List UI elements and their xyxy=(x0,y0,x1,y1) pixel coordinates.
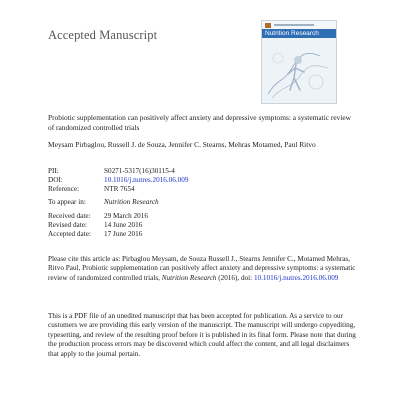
revised-label: Revised date: xyxy=(48,221,87,229)
to-appear-label: To appear in: xyxy=(48,198,86,206)
article-title: Probiotic supplementation can positively affect anxiety and depressive symptoms: a systematic review of randomized controlled trials xyxy=(48,113,352,132)
citation-text: Please cite this article as: Pirbaglou Meysam, de Souza Russell J., Stearns Jennifer C., Motamed Mehras, Ritvo Paul, Probiotic supplementation can positively affect anxiety and depressive symptoms: a systematic review of randomized controlled trials, xyxy=(48,255,356,282)
citation-doi-link[interactable]: 10.1016/j.nutres.2016.06.009 xyxy=(253,273,339,282)
citation-block xyxy=(48,255,358,283)
revised-value: 14 June 2016 xyxy=(104,221,143,229)
pii-label: PII: xyxy=(48,167,59,175)
received-label: Received date: xyxy=(48,212,91,220)
doi-label: DOI: xyxy=(48,176,63,184)
citation-journal: Nutrition Research xyxy=(161,273,217,282)
doi-link[interactable]: 10.1016/j.nutres.2016.06.009 xyxy=(104,176,189,184)
pii-value: S0271-5317(16)30115-4 xyxy=(104,167,175,175)
accepted-label: Accepted date: xyxy=(48,230,91,238)
cover-figure-art-icon xyxy=(262,38,336,103)
journal-cover-image xyxy=(261,20,337,104)
cover-journal-title: Nutrition Research xyxy=(262,29,336,38)
page-heading: Accepted Manuscript xyxy=(48,28,158,42)
publisher-logo-icon xyxy=(265,23,271,28)
reference-value: NTR 7654 xyxy=(104,185,135,193)
accepted-value: 17 June 2016 xyxy=(104,230,143,238)
reference-label: Reference: xyxy=(48,185,80,193)
cover-rule xyxy=(274,24,314,26)
received-value: 29 March 2016 xyxy=(104,212,148,220)
citation-year-doi: (2016), doi: xyxy=(218,273,253,282)
article-authors: Meysam Pirbaglou, Russell J. de Souza, Jennifer C. Stearns, Mehras Motamed, Paul Ritvo xyxy=(48,140,316,149)
cover-publisher-strip xyxy=(262,21,336,29)
to-appear-journal: Nutrition Research xyxy=(104,198,159,206)
unedited-manuscript-notice: This is a PDF file of an unedited manuscript that has been accepted for publication. As a service to our customers we are providing this early version of the manuscript. The manuscript will undergo copyediting, typesetting, and review of the resulting proof before it is published in its final form. Please note that during the production process errors may be discovered which could affect the content, and all legal disclaimers that apply to the journal pertain. xyxy=(48,312,356,358)
